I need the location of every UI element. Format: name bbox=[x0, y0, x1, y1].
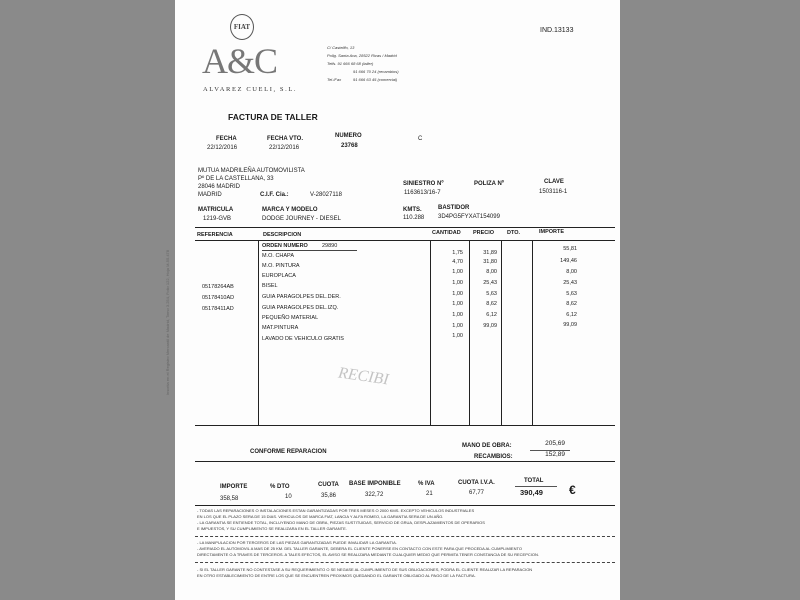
col-divider-dto bbox=[532, 240, 533, 425]
line-amount: 8,62 bbox=[566, 301, 577, 307]
col-divider-price bbox=[501, 240, 502, 425]
fecha-vto-label: FECHA VTO. bbox=[267, 136, 304, 142]
summary-underline bbox=[530, 450, 570, 451]
client-street: Pº DE LA CASTELLANA, 33 bbox=[198, 176, 274, 182]
address-line-5: 91 666 63 45 (comercial) bbox=[353, 77, 398, 82]
handwritten-stamp: RECIBI bbox=[337, 364, 390, 389]
totals-iva-value: 21 bbox=[426, 491, 433, 497]
footer-note-2: EN LOS QUE EL PLAZO SERA DE 15 DIAS. VEHICULOS DE MARCA FIAT, LANCIA Y ALFA ROMEO, LA GARANTIA SERA DE UN AÑO. bbox=[197, 514, 444, 519]
line-desc: LAVADO DE VEHICULO GRATIS bbox=[262, 336, 344, 342]
fax-label: Tel./Fax bbox=[327, 77, 342, 82]
line-price: 8,00 bbox=[486, 269, 497, 275]
line-qty: 1,00 bbox=[452, 291, 463, 297]
marca-label: MARCA Y MODELO bbox=[262, 207, 318, 213]
line-amount: 6,12 bbox=[566, 312, 577, 318]
line-qty: 1,75 bbox=[452, 250, 463, 256]
cif-value: V-28027118 bbox=[310, 192, 342, 198]
totals-importe-label: IMPORTE bbox=[220, 484, 248, 490]
totals-cuota-value: 35,86 bbox=[321, 493, 337, 499]
currency-euro-icon: € bbox=[569, 483, 576, 497]
invoice-page bbox=[165, 0, 620, 600]
line-price: 8,62 bbox=[486, 301, 497, 307]
line-qty: 4,70 bbox=[452, 259, 463, 265]
bastidor-value: 3D4PG5FYXAT154099 bbox=[438, 214, 500, 220]
header-dto: DTO. bbox=[507, 230, 521, 236]
line-desc: PEQUEÑO MATERIAL bbox=[262, 315, 319, 321]
line-qty: 1,00 bbox=[452, 301, 463, 307]
table-top-border bbox=[195, 227, 615, 228]
fecha-vto-value: 22/12/2016 bbox=[269, 145, 300, 151]
clave-label: CLAVE bbox=[544, 179, 564, 185]
siniestro-label: SINIESTRO Nº bbox=[403, 181, 444, 187]
address-line-3: Telfs. 91 666 68 68 (taller) bbox=[327, 61, 374, 66]
footer-note-4: E IMPUESTOS, Y SU CUMPLIMIENTO SE REALIZARA EN EL TALLER GARANTE. bbox=[197, 526, 347, 531]
orden-label: ORDEN NUMERO bbox=[262, 243, 308, 249]
line-amount: 25,43 bbox=[563, 280, 577, 286]
totals-dto-label: % DTO bbox=[270, 484, 290, 490]
footer-note-1: - TODAS LAS REPARACIONES O INSTALACIONES ESTAN GARANTIZADAS POR TRES MESES O 2000 KMS. EXCEPTO VEHICULOS INDUSTRIALES bbox=[197, 508, 475, 513]
conforme-reparacion: CONFORME REPARACION bbox=[250, 449, 327, 455]
bastidor-label: BASTIDOR bbox=[438, 205, 470, 211]
line-qty: 1,00 bbox=[452, 323, 463, 329]
address-line-4: 91 666 70 24 (recambios) bbox=[353, 69, 399, 74]
siniestro-value: 1163613/16-7 bbox=[404, 190, 441, 196]
line-desc: BISEL bbox=[262, 283, 278, 289]
totals-dto-value: 10 bbox=[285, 494, 292, 500]
side-letter: C bbox=[418, 136, 423, 142]
col-divider-qty bbox=[469, 240, 470, 425]
line-ref: 05178411AD bbox=[202, 306, 234, 312]
cif-label: C.I.F. Cia.: bbox=[260, 192, 289, 198]
totals-cuota-iva-label: CUOTA I.V.A. bbox=[458, 480, 495, 486]
header-referencia: REFERENCIA bbox=[197, 232, 233, 238]
total-underline bbox=[515, 486, 557, 487]
line-amount: 99,09 bbox=[563, 322, 577, 328]
totals-base-label: BASE IMPONIBLE bbox=[349, 481, 401, 487]
address-line-2: Pollg. Santa Ana, 28522 Rivas / Madrid bbox=[327, 53, 397, 58]
document-code: IND.13133 bbox=[540, 27, 574, 34]
footer-note-5: - LA MANIPULACION POR TERCEROS DE LAS PIEZAS GARANTIZADAS PUEDE INVALIDAR LA GARANTIA. bbox=[197, 540, 397, 545]
line-qty: 1,00 bbox=[452, 280, 463, 286]
registry-side-text: Inscrita en el Registro Mercantil de Madrid, Tomo 3.254, Folio 122, Hoja M-55.478 bbox=[165, 250, 170, 396]
line-desc: MAT.PINTURA bbox=[262, 325, 299, 331]
fiat-seal-logo: FIAT bbox=[230, 14, 254, 40]
mano-obra-value: 205,69 bbox=[545, 440, 565, 447]
line-desc: EUROPLACA bbox=[262, 273, 296, 279]
footer-note-3: - LA GARANTIA SE ENTIENDE TOTAL, INCLUYENDO MANO DE OBRA, PIEZAS SUSTITUIDAS, SERVICIO DE GRUA, DESPLAZAMIENTOS DE OPERARIOS bbox=[197, 520, 485, 525]
numero-label: NUMERO bbox=[335, 133, 362, 139]
client-region: MADRID bbox=[198, 192, 222, 198]
totals-total-label: TOTAL bbox=[524, 478, 544, 484]
orden-value: 29890 bbox=[322, 243, 338, 249]
footer-note-7: DIRECTAMENTE O A TRAVES DE TERCEROS. A TALES EFECTOS, EL AVISO SE REALIZARA MEDIANTE CUALQUIER MEDIO QUE PERMITA TENER CONSTANCIA DE SU RECEPCION. bbox=[197, 552, 540, 557]
header-importe: IMPORTE bbox=[539, 229, 565, 235]
kmts-label: KMTS. bbox=[403, 207, 422, 213]
mano-obra-label: MANO DE OBRA: bbox=[462, 443, 512, 449]
document-title: FACTURA DE TALLER bbox=[228, 112, 318, 122]
footer-note-9: EN OTRO ESTABLECIMIENTO DE ENTRE LOS QUE SE ENCUENTREN PROXIMOS QUEDANDO EL GARANTE OBLIGADO AL PAGO DE LA FACTURA. bbox=[197, 573, 476, 578]
line-desc: M.O. CHAPA bbox=[262, 253, 294, 259]
orden-underline bbox=[262, 250, 357, 251]
totals-bottom-border bbox=[195, 505, 615, 506]
header-cantidad: CANTIDAD bbox=[432, 230, 461, 236]
matricula-value: 1219-GVB bbox=[203, 216, 232, 222]
fecha-value: 22/12/2016 bbox=[207, 145, 238, 151]
totals-total-value: 390,49 bbox=[520, 488, 543, 497]
line-amount: 149,46 bbox=[560, 258, 577, 264]
line-ref: 05178264AB bbox=[202, 284, 234, 290]
matricula-label: MATRICULA bbox=[198, 207, 234, 213]
line-price: 25,43 bbox=[483, 280, 497, 286]
recambios-label: RECAMBIOS: bbox=[474, 454, 513, 460]
marca-value: DODGE JOURNEY - DIESEL bbox=[262, 216, 341, 222]
line-price: 5,63 bbox=[486, 291, 497, 297]
table-bottom-border bbox=[195, 425, 615, 426]
col-divider-ref bbox=[258, 240, 259, 425]
line-desc: M.O. PINTURA bbox=[262, 263, 300, 269]
fecha-label: FECHA bbox=[216, 136, 237, 142]
line-amount: 55,81 bbox=[563, 246, 577, 252]
line-qty: 1,00 bbox=[452, 333, 463, 339]
footer-note-8: - SI EL TALLER GARANTE NO CONTESTASE A SU REQUERIMIENTO O SE NEGASE AL CUMPLIMIENTO DE SUS OBLIGACIONES, PODRA EL CLIENTE REALIZAR LA REPARACION bbox=[197, 567, 533, 572]
numero-value: 23768 bbox=[341, 143, 358, 149]
line-price: 31,80 bbox=[483, 259, 497, 265]
line-amount: 5,63 bbox=[566, 291, 577, 297]
clave-value: 1503116-1 bbox=[539, 189, 568, 195]
company-logo: A&C bbox=[202, 41, 278, 81]
footer-note-6: - AVERIADO EL AUTOMOVIL A MAS DE 25 KM. DEL TALLER GARANTE, DEBERA EL CLIENTE PONERSE EN CONTACTO CON ESTE PARA QUE PROCEDA AL CUMPLIMIENTO bbox=[197, 546, 522, 551]
header-precio: PRECIO bbox=[473, 230, 495, 236]
line-desc: GUIA PARAGOLPES DEL.IZQ. bbox=[262, 305, 339, 311]
line-price: 31,89 bbox=[483, 250, 497, 256]
client-name: MUTUA MADRILEÑA AUTOMOVILISTA bbox=[198, 168, 305, 174]
totals-importe-value: 358,58 bbox=[220, 496, 239, 502]
totals-cuota-iva-value: 67,77 bbox=[469, 490, 485, 496]
totals-base-value: 322,72 bbox=[365, 492, 384, 498]
line-desc: GUIA PARAGOLPES DEL.DER. bbox=[262, 294, 341, 300]
totals-cuota-label: CUOTA bbox=[318, 482, 339, 488]
client-zip-city: 28046 MADRID bbox=[198, 184, 241, 190]
header-descripcion: DESCRIPCION bbox=[263, 232, 302, 238]
line-price: 6,12 bbox=[486, 312, 497, 318]
line-amount: 8,00 bbox=[566, 269, 577, 275]
poliza-label: POLIZA Nº bbox=[474, 181, 504, 187]
company-legal-name: ALVAREZ CUELI, S.L. bbox=[203, 86, 298, 93]
line-ref: 05178410AD bbox=[202, 295, 235, 301]
address-line-1: C/ Castellfo, 13 bbox=[327, 45, 355, 50]
recambios-value: 152,89 bbox=[545, 451, 565, 458]
totals-iva-label: % IVA bbox=[418, 481, 435, 487]
line-qty: 1,00 bbox=[452, 312, 463, 318]
summary-border bbox=[195, 461, 615, 462]
line-price: 99,09 bbox=[483, 323, 497, 329]
footer-divider-2 bbox=[195, 562, 615, 563]
kmts-value: 110.288 bbox=[403, 215, 425, 221]
col-divider-desc bbox=[430, 240, 431, 425]
footer-divider-1 bbox=[195, 536, 615, 537]
line-qty: 1,00 bbox=[452, 269, 463, 275]
